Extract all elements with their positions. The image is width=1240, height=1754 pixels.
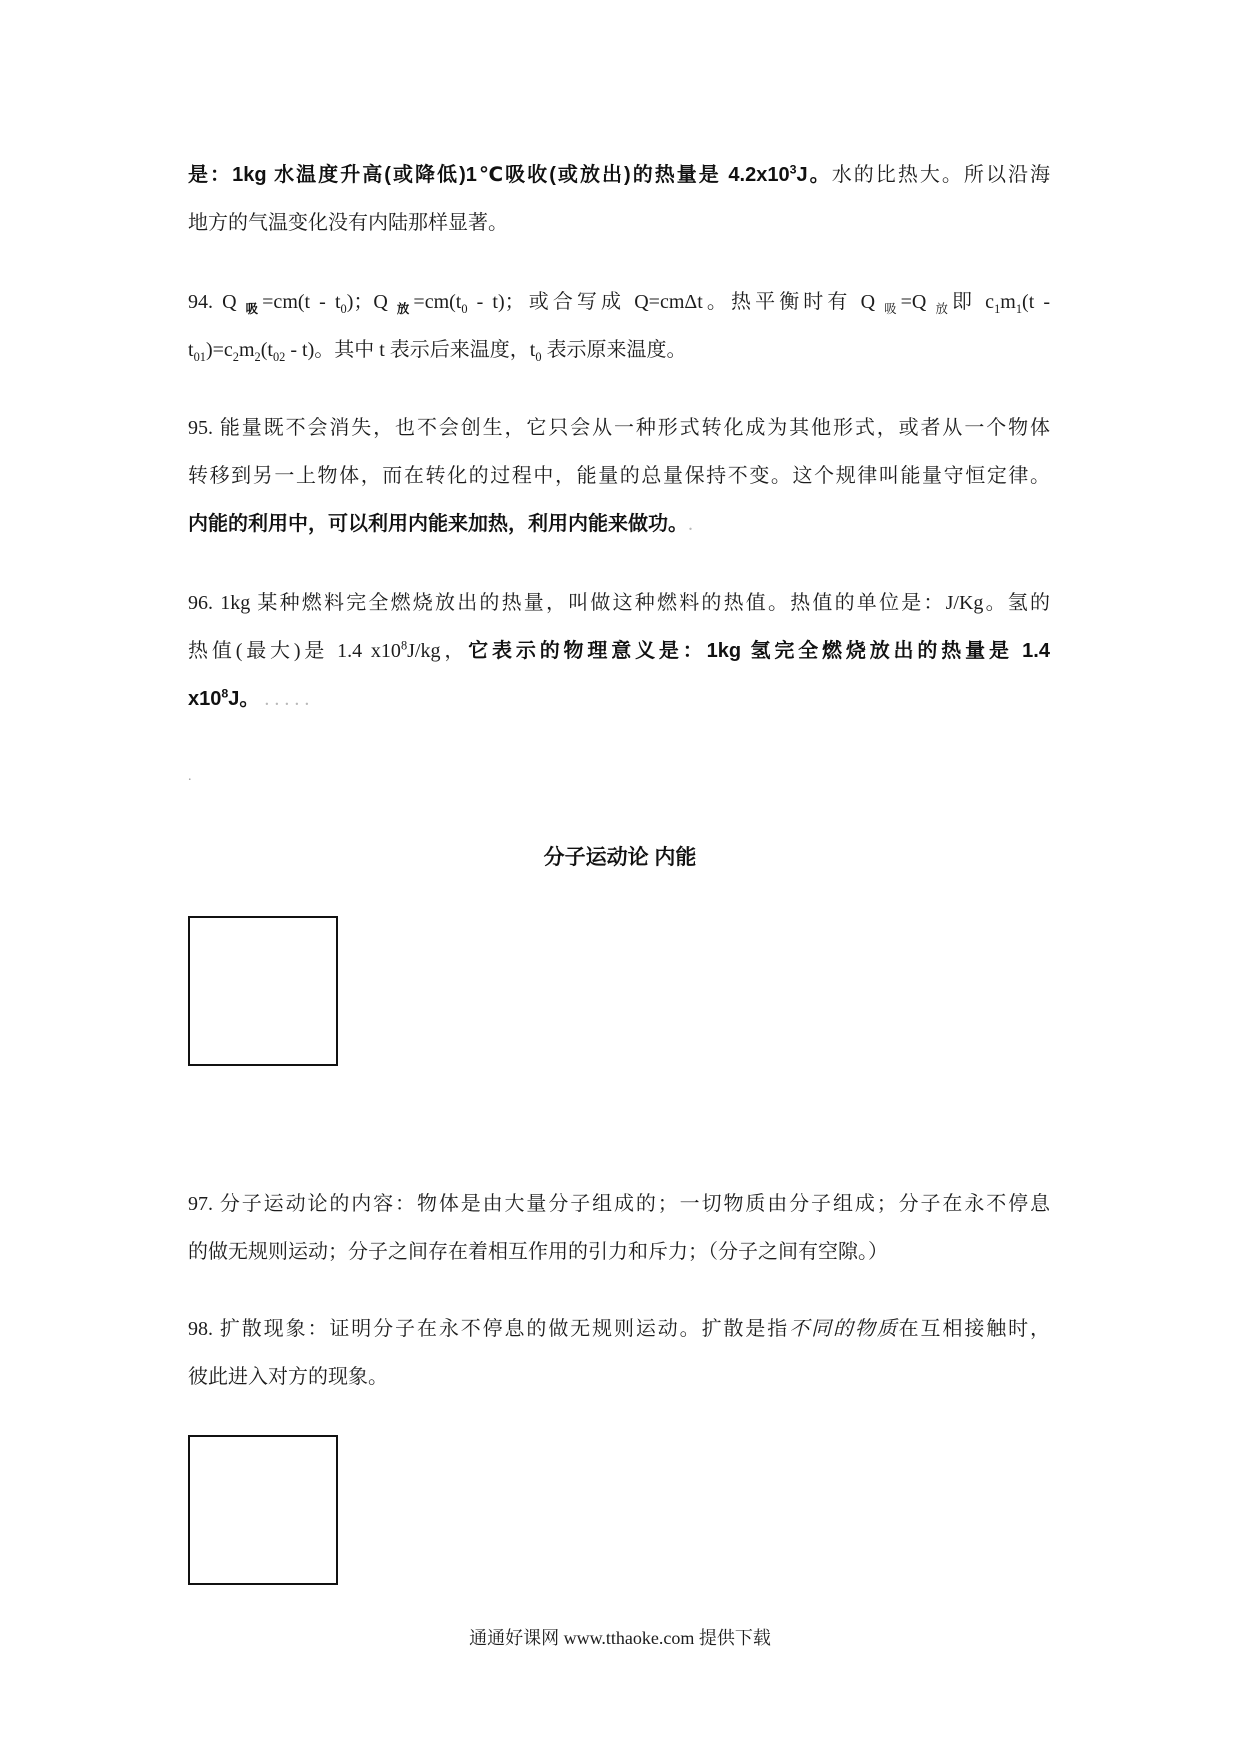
- text-line: [188, 326, 1050, 374]
- text-run: J。: [228, 688, 260, 710]
- text-run: 98. 扩散现象：证明分子在永不停息的做无规则运动。扩散是指: [188, 1318, 790, 1340]
- text-run: 2: [232, 350, 239, 364]
- text-run: 0: [461, 302, 468, 316]
- text-run: 转移到另一上物体，而在转化的过程中，能量的总量保持不变。这个规律叫能量守恒定律。: [188, 465, 1050, 487]
- text-run: 彼此进入对方的现象。: [188, 1366, 388, 1388]
- page-footer: 通通好课网 www.tthaoke.com 提供下载: [469, 1628, 771, 1648]
- text-line: [188, 1180, 1050, 1228]
- text-run: - t)；或合写成 Q=cmΔt。热平衡时有 Q: [467, 291, 885, 313]
- text-run: 吸: [884, 302, 901, 316]
- figure-placeholder: [188, 1435, 338, 1585]
- scan-mark: .: [188, 769, 192, 784]
- text-run: 0: [535, 350, 542, 364]
- text-run: 地方的气温变化没有内陆那样显著。: [188, 212, 508, 234]
- text-line: [188, 627, 1050, 675]
- text-line: [188, 1305, 1050, 1353]
- text-run: 8: [400, 638, 408, 653]
- text-run: =cm(t: [413, 291, 462, 313]
- text-line: [188, 1228, 1050, 1276]
- text-run: 2: [254, 350, 261, 364]
- text-run: t: [188, 339, 194, 361]
- text-run: 3: [789, 162, 797, 177]
- text-run: 的做无规则运动；分子之间存在着相互作用的引力和斥力；（分子之间有空隙。）: [188, 1241, 888, 1263]
- text-run: 0: [340, 302, 347, 316]
- text-run: 8: [221, 686, 229, 701]
- text-line: [188, 1353, 1050, 1401]
- text-run: x10: [188, 688, 222, 710]
- text-run: 01: [193, 350, 206, 364]
- text-run: 它表示的物理意义是：1kg 氢完全燃烧放出的热量是 1.4: [468, 640, 1050, 662]
- text-run: J/kg，: [407, 640, 469, 662]
- text-run: .: [688, 513, 693, 535]
- text-run: 97. 分子运动论的内容：物体是由大量分子组成的；一切物质由分子组成；分子在永不停息: [188, 1193, 1050, 1215]
- text-run: 放: [935, 302, 952, 316]
- text-run: 不同的物质: [789, 1318, 899, 1340]
- text-run: 内能的利用中，可以利用内能来加热，利用内能来做功。: [188, 513, 688, 535]
- text-run: m: [238, 339, 255, 361]
- text-run: =cm(t - t: [262, 291, 341, 313]
- text-run: 吸: [245, 302, 263, 316]
- text-run: 热值(最大)是 1.4 x10: [188, 640, 401, 662]
- text-run: )；Q: [346, 291, 397, 313]
- text-run: 1: [1015, 302, 1023, 316]
- text-run: . . . . .: [259, 688, 310, 710]
- text-run: )=c: [205, 339, 233, 361]
- text-run: =Q: [900, 291, 936, 313]
- text-run: 是：1kg 水温度升高(或降低)1℃吸收(或放出)的热量是 4.2x10: [188, 164, 790, 186]
- text-run: 在互相接触时，: [898, 1318, 1051, 1340]
- text-line: [188, 452, 1050, 500]
- text-run: 表示原来温度。: [541, 339, 687, 361]
- section-heading: 分子运动论 内能: [543, 846, 697, 869]
- text-line: [188, 500, 1050, 548]
- text-line: [188, 579, 1050, 627]
- text-run: 96. 1kg 某种燃料完全燃烧放出的热量，叫做这种燃料的热值。热值的单位是：J/Kg。氢的: [188, 592, 1050, 614]
- text-run: J。: [796, 164, 832, 186]
- text-run: 95. 能量既不会消失，也不会创生，它只会从一种形式转化成为其他形式，或者从一个物体: [188, 417, 1050, 439]
- text-run: 即 c: [951, 291, 995, 313]
- text-line: [188, 151, 1050, 199]
- text-run: 1: [994, 302, 1001, 316]
- text-run: 放: [396, 302, 414, 316]
- text-line: [188, 675, 1050, 723]
- text-run: 水的比热大。所以沿海: [831, 164, 1051, 186]
- text-line: [188, 404, 1050, 452]
- text-run: (t: [260, 339, 273, 361]
- text-run: - t)。其中 t 表示后来温度，t: [285, 339, 536, 361]
- text-run: (t -: [1022, 291, 1051, 313]
- text-run: 94. Q: [188, 291, 246, 313]
- text-line: [188, 199, 1050, 247]
- text-run: m: [1000, 291, 1016, 313]
- text-run: 02: [272, 350, 286, 364]
- text-line: [188, 278, 1050, 326]
- figure-placeholder: [188, 916, 338, 1066]
